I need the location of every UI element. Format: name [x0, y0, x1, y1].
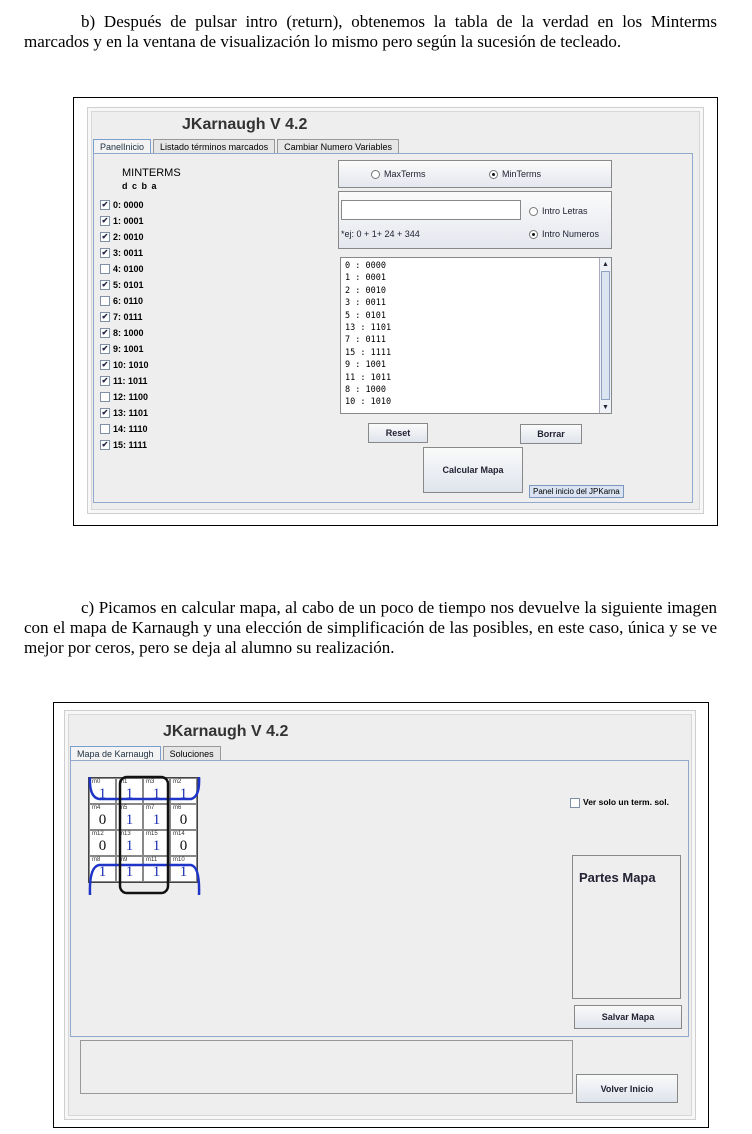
- minterm-checkbox-row[interactable]: [100, 341, 144, 357]
- radio-intro-numeros[interactable]: [529, 229, 599, 239]
- minterm-label: 7: 0111: [113, 312, 143, 322]
- kmap-value: 0: [179, 812, 188, 828]
- minterm-index-label: m2: [173, 779, 182, 785]
- tab-bar: [70, 746, 223, 760]
- kmap-value: 1: [98, 786, 107, 802]
- kmap-value: 1: [152, 786, 161, 802]
- minterm-label: 6: 0110: [113, 296, 144, 306]
- minterm-checkbox-row[interactable]: [100, 197, 144, 213]
- list-item[interactable]: 13 : 1101: [345, 322, 392, 333]
- kmap-value: 1: [152, 864, 161, 880]
- minterm-index-label: m4: [92, 805, 101, 811]
- list-item[interactable]: 7 : 0111: [345, 335, 386, 346]
- minterm-checkbox-row[interactable]: [100, 213, 144, 229]
- minterm-label: 14: 1110: [113, 424, 148, 434]
- minterm-checkbox-row[interactable]: [100, 373, 148, 389]
- kmap-value: 1: [179, 786, 188, 802]
- example-hint: *ej: 0 + 1+ 24 + 344: [341, 229, 420, 239]
- minterm-checkbox-row[interactable]: [100, 229, 144, 245]
- radio-circle-icon: [529, 207, 538, 216]
- radio-minterms-label: MinTerms: [502, 169, 542, 179]
- entered-terms-list[interactable]: [340, 257, 612, 414]
- kmap-value: 1: [152, 838, 161, 854]
- list-item[interactable]: 11 : 1011: [345, 372, 392, 383]
- minterm-index-label: m6: [173, 805, 182, 811]
- checkbox-checked-icon[interactable]: ✔: [101, 440, 109, 449]
- minterm-label: 4: 0100: [113, 264, 144, 274]
- tab-mapa-karnaugh[interactable]: Mapa de Karnaugh: [70, 746, 161, 761]
- paragraph-b-text: b) Después de pulsar intro (return), obtenemos la tabla de la verdad en los Minterms marcados y en la ventana de visualización lo mismo pero según la sucesión de tecleado.: [24, 12, 717, 51]
- group-bottom-row-outline: [90, 865, 199, 895]
- kmap-value: 1: [179, 864, 188, 880]
- list-item[interactable]: 5 : 0101: [345, 310, 386, 321]
- minterm-label: 11: 1011: [113, 376, 148, 386]
- minterms-title: MINTERMS: [122, 167, 181, 179]
- checkbox-checked-icon[interactable]: ✔: [101, 216, 109, 225]
- kmap-value: 1: [125, 838, 134, 854]
- minterm-label: 2: 0010: [113, 232, 144, 242]
- minterm-checkbox-row[interactable]: [100, 421, 148, 437]
- minterm-index-label: m9: [119, 857, 128, 863]
- list-scrollbar[interactable]: [599, 258, 611, 413]
- calcular-mapa-button[interactable]: Calcular Mapa: [423, 447, 523, 493]
- minterm-input[interactable]: [341, 200, 521, 220]
- partes-mapa-title: Partes Mapa: [579, 870, 656, 885]
- input-group: [338, 191, 612, 249]
- scroll-thumb[interactable]: [601, 271, 610, 400]
- kmap-value: 1: [125, 864, 134, 880]
- volver-inicio-button[interactable]: Volver Inicio: [576, 1074, 678, 1103]
- list-item[interactable]: 2 : 0010: [345, 285, 386, 296]
- list-items: [341, 258, 611, 409]
- minterm-checkbox-row[interactable]: [100, 245, 143, 261]
- minterm-index-label: m11: [146, 857, 158, 863]
- ver-solo-checkbox[interactable]: [570, 797, 669, 808]
- radio-minterms[interactable]: [489, 169, 541, 179]
- checkbox-checked-icon[interactable]: ✔: [101, 344, 109, 353]
- minterm-index-label: m0: [92, 779, 101, 785]
- list-item[interactable]: 8 : 1000: [345, 384, 386, 395]
- minterm-index-label: m5: [119, 805, 128, 811]
- minterm-index-label: m10: [173, 857, 185, 863]
- minterm-index-label: m3: [146, 779, 155, 785]
- radio-numeros-label: Intro Numeros: [542, 229, 600, 239]
- screenshot-karnaugh-map: [53, 702, 709, 1128]
- vars-label: d c b a: [122, 181, 158, 191]
- checkbox-checked-icon[interactable]: ✔: [101, 280, 109, 289]
- checkbox-icon[interactable]: [100, 296, 110, 306]
- minterm-checkbox-row[interactable]: [100, 389, 148, 405]
- group-outlines: [83, 771, 203, 891]
- kmap-value: 1: [152, 812, 161, 828]
- kmap-value: 1: [98, 864, 107, 880]
- app-title: JKarnaugh V 4.2: [182, 116, 308, 133]
- checkbox-icon[interactable]: [100, 424, 110, 434]
- list-item[interactable]: 10 : 1010: [345, 397, 392, 408]
- radio-maxterms[interactable]: [371, 169, 426, 179]
- radio-selected-icon: [529, 230, 538, 239]
- minterm-label: 1: 0001: [113, 216, 144, 226]
- checkbox-icon[interactable]: [100, 392, 110, 402]
- kmap-value: 0: [98, 812, 107, 828]
- minterm-label: 15: 1111: [113, 440, 148, 450]
- borrar-button[interactable]: Borrar: [520, 424, 582, 444]
- app-title: JKarnaugh V 4.2: [163, 723, 289, 740]
- minterm-label: 10: 1010: [113, 360, 149, 370]
- checkbox-checked-icon[interactable]: ✔: [101, 328, 109, 337]
- minterm-label: 3: 0011: [113, 248, 144, 258]
- solution-output-area: [80, 1040, 573, 1094]
- tab-cambiar-variables[interactable]: Cambiar Numero Variables: [277, 139, 399, 154]
- paragraph-c: [24, 598, 717, 658]
- list-item[interactable]: 15 : 1111: [345, 347, 392, 358]
- kmap-value: 0: [98, 838, 107, 854]
- checkbox-checked-icon[interactable]: ✔: [101, 360, 109, 369]
- tab-bar: [93, 139, 401, 153]
- scroll-down-icon[interactable]: ▼: [602, 403, 609, 411]
- checkbox-icon: [570, 798, 580, 808]
- tab-panel-inicio[interactable]: PanelInicio: [93, 139, 151, 154]
- radio-circle-icon: [371, 170, 380, 179]
- app-window-1: [87, 107, 704, 514]
- minterm-label: 8: 1000: [113, 328, 144, 338]
- minterm-label: 9: 1001: [113, 344, 144, 354]
- checkbox-checked-icon[interactable]: ✔: [101, 200, 109, 209]
- minterm-checkbox-row[interactable]: [100, 405, 148, 421]
- checkbox-checked-icon[interactable]: ✔: [101, 232, 109, 241]
- list-item[interactable]: 0 : 0000: [345, 261, 386, 271]
- minterm-checkbox-row[interactable]: [100, 309, 143, 325]
- screenshot-panel-inicio: [73, 97, 718, 526]
- terms-type-group: [338, 160, 612, 188]
- minterm-index-label: m13: [119, 831, 131, 837]
- minterm-checkbox-row[interactable]: [100, 325, 144, 341]
- minterm-label: 12: 1100: [113, 392, 149, 402]
- group-top-row-outline: [90, 777, 199, 799]
- list-item[interactable]: 9 : 1001: [345, 360, 386, 371]
- minterm-label: 5: 0101: [113, 280, 144, 290]
- minterm-index-label: m8: [92, 857, 101, 863]
- checkbox-checked-icon[interactable]: ✔: [101, 248, 109, 257]
- status-label: Panel inicio del JPKarna: [529, 485, 624, 498]
- list-item[interactable]: 3 : 0011: [345, 298, 386, 309]
- minterm-label: 13: 1101: [113, 408, 149, 418]
- checkbox-checked-icon[interactable]: ✔: [101, 408, 109, 417]
- minterm-index-label: m14: [173, 831, 185, 837]
- salvar-mapa-button[interactable]: Salvar Mapa: [574, 1005, 682, 1029]
- minterm-index-label: m1: [119, 779, 128, 785]
- tab-soluciones[interactable]: Soluciones: [163, 746, 221, 761]
- paragraph-c-text: c) Picamos en calcular mapa, al cabo de un poco de tiempo nos devuelve la siguiente imagen con el mapa de Karnaugh y una elección de simplificación de las posibles, en este caso, única y se ve mejor por ceros, pero se deja al alumno su realización.: [24, 598, 717, 657]
- reset-button[interactable]: Reset: [368, 423, 428, 443]
- paragraph-b: [24, 12, 717, 52]
- minterm-checkbox-row[interactable]: [100, 261, 144, 277]
- checkbox-checked-icon[interactable]: ✔: [101, 376, 109, 385]
- checkbox-icon[interactable]: [100, 264, 110, 274]
- app-window-2: [64, 710, 696, 1120]
- radio-letras-label: Intro Letras: [542, 206, 588, 216]
- radio-intro-letras[interactable]: [529, 206, 588, 216]
- group-middle-columns-outline: [120, 777, 168, 893]
- minterm-checkbox-row[interactable]: [100, 437, 147, 453]
- list-item[interactable]: 1 : 0001: [345, 273, 386, 284]
- radio-maxterms-label: MaxTerms: [384, 169, 426, 179]
- minterm-index-label: m7: [146, 805, 155, 811]
- radio-selected-icon: [489, 170, 498, 179]
- scroll-up-icon[interactable]: ▲: [602, 260, 609, 268]
- minterm-checkbox-row[interactable]: [100, 277, 144, 293]
- minterm-checkbox-row[interactable]: [100, 357, 149, 373]
- minterm-index-label: m15: [146, 831, 158, 837]
- minterm-checkbox-row[interactable]: [100, 293, 143, 309]
- partes-mapa-panel: [572, 855, 681, 999]
- minterm-index-label: m12: [92, 831, 104, 837]
- kmap-value: 1: [125, 812, 134, 828]
- checkbox-checked-icon[interactable]: ✔: [101, 312, 109, 321]
- tab-listado[interactable]: Listado términos marcados: [153, 139, 275, 154]
- kmap-value: 1: [125, 786, 134, 802]
- kmap-value: 0: [179, 838, 188, 854]
- ver-solo-label: Ver solo un term. sol.: [583, 797, 669, 807]
- minterm-label: 0: 0000: [113, 200, 144, 210]
